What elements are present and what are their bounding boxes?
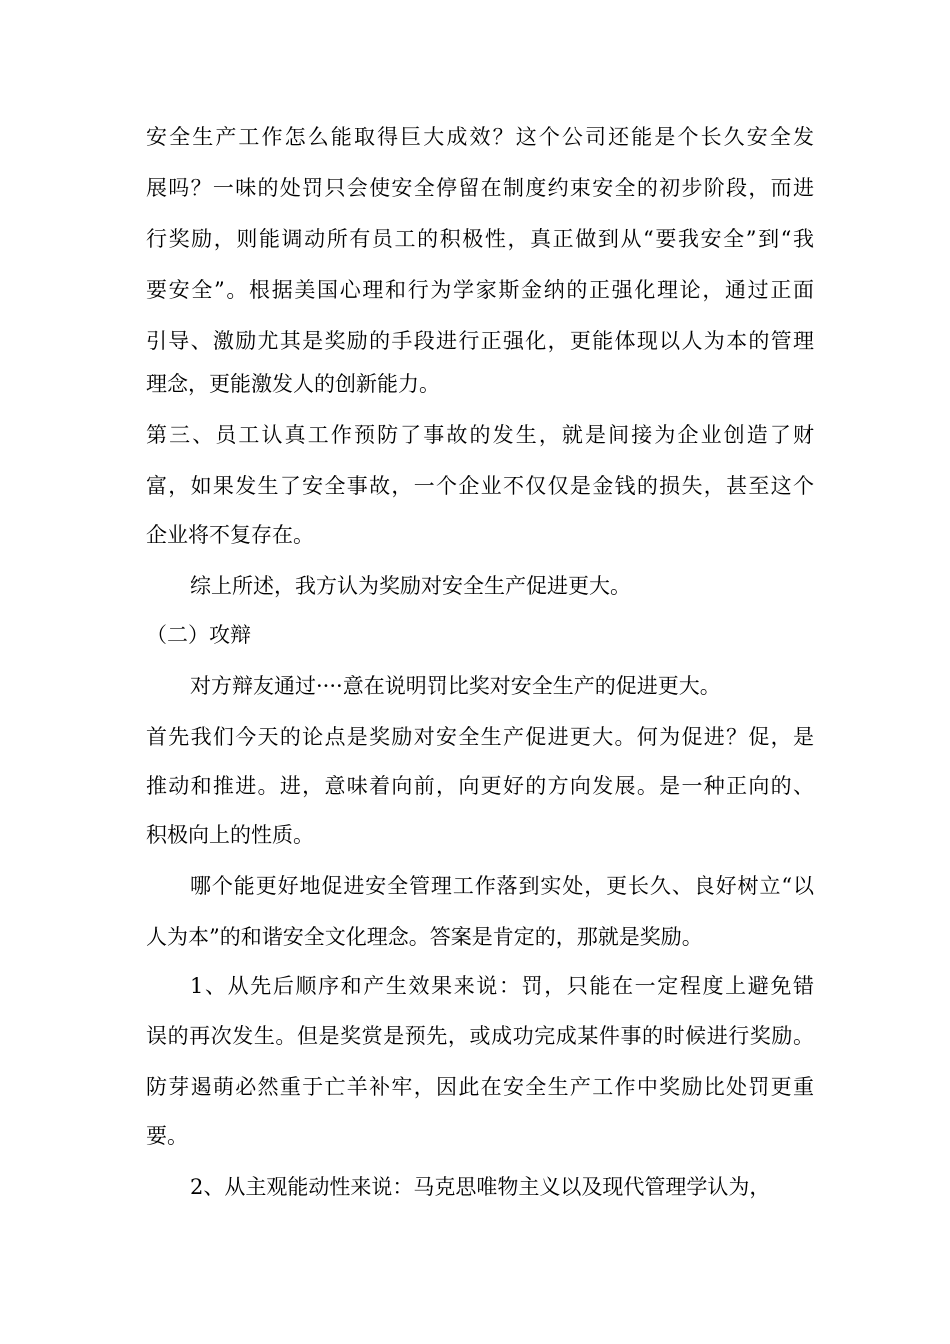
text-line: 积极向上的性质。 xyxy=(146,823,314,847)
text-line: 展吗？一味的处罚只会使安全停留在制度约束安全的初步阶段，而进 xyxy=(146,176,814,200)
text-line: 富，如果发生了安全事故，一个企业不仅仅是金钱的损失，甚至这个 xyxy=(146,474,814,498)
text-line: 要。 xyxy=(146,1124,188,1148)
section-heading: （二）攻辩 xyxy=(146,623,251,647)
text-line: 第三、员工认真工作预防了事故的发生，就是间接为企业创造了财 xyxy=(146,423,814,447)
text-line: 人为本”的和谐安全文化理念。答案是肯定的，那就是奖励。 xyxy=(146,925,703,949)
text-line: 哪个能更好地促进安全管理工作落到实处，更长久、良好树立“以 xyxy=(190,874,814,898)
text-line: 首先我们今天的论点是奖励对安全生产促进更大。何为促进？促，是 xyxy=(146,725,814,749)
text-line: 安全生产工作怎么能取得巨大成效？这个公司还能是个长久安全发 xyxy=(146,125,814,149)
text-line: 企业将不复存在。 xyxy=(146,523,314,547)
text-line: 误的再次发生。但是奖赏是预先，或成功完成某件事的时候进行奖励。 xyxy=(146,1024,814,1048)
text-line: 2、从主观能动性来说：马克思唯物主义以及现代管理学认为， xyxy=(190,1175,771,1199)
text-line: 引导、激励尤其是奖励的手段进行正强化，更能体现以人为本的管理 xyxy=(146,329,814,353)
text-line: 1、从先后顺序和产生效果来说：罚，只能在一定程度上避免错 xyxy=(190,974,814,998)
summary-paragraph: 综上所述，我方认为奖励对安全生产促进更大。 xyxy=(190,574,631,598)
text-line: 推动和推进。进，意味着向前，向更好的方向发展。是一种正向的、 xyxy=(146,774,814,798)
text-line: 防芽遏萌必然重于亡羊补牢，因此在安全生产工作中奖励比处罚更重 xyxy=(146,1075,814,1099)
text-line: 行奖励，则能调动所有员工的积极性，真正做到从“要我安全”到“我 xyxy=(146,227,814,251)
text-line: 对方辩友通过····意在说明罚比奖对安全生产的促进更大。 xyxy=(190,674,721,698)
text-line: 理念，更能激发人的创新能力。 xyxy=(146,372,440,396)
text-line: 要安全”。根据美国心理和行为学家斯金纳的正强化理论，通过正面 xyxy=(146,278,814,302)
